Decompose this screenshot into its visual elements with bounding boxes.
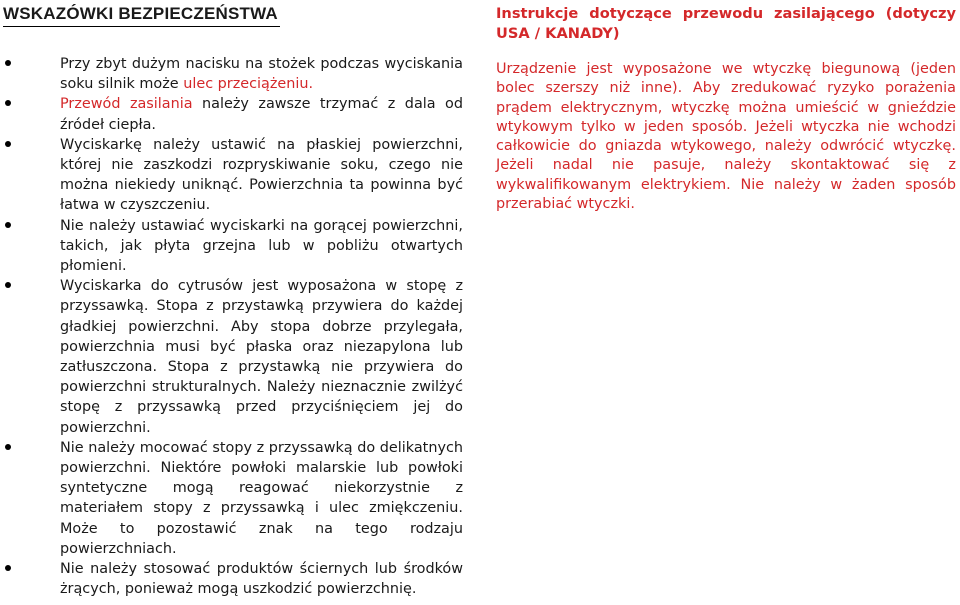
bullet-item — [3, 135, 463, 216]
item-text: Wyciskarkę należy ustawić na płaskiej powierzchni, której nie zaszkodzi rozpryskiwanie soku, czego nie można niekiedy uniknąć. Powierzchnia ta powinna być łatwa w czyszczeniu. — [60, 136, 463, 214]
safety-bullet-list — [3, 54, 463, 599]
bullet-item — [3, 94, 463, 134]
power-cord-heading: Instrukcje dotyczące przewodu zasilającego (dotyczy USA / KANADY) — [496, 5, 956, 42]
item-text: Nie należy ustawiać wyciskarki na gorącej powierzchni, takich, jak płyta grzejna lub w pobliżu otwartych płomieni. — [60, 217, 463, 275]
bullet-icon — [5, 222, 11, 228]
bullet-icon — [5, 141, 11, 147]
highlighted-text: ulec przeciążeniu. — [183, 76, 314, 93]
bullet-item — [3, 559, 463, 599]
bullet-icon — [5, 60, 11, 66]
item-text: Wyciskarka do cytrusów jest wyposażona w stopę z przyssawką. Stopa z przystawką przywiera do każdej gładkiej powierzchni. Aby stopa dobrze przylegała, powierzchnia musi być płaska oraz niezapylona lub zatłuszczona. Stopa z przystawką nie przywiera do powierzchni strukturalnych. Należy nieznacznie zwilżyć stopę z przyssawką przed przyciśnięciem jej do powierzchni. — [60, 278, 463, 436]
bullet-icon — [5, 282, 11, 288]
bullet-item — [3, 216, 463, 277]
bullet-item — [3, 54, 463, 94]
safety-heading: WSKAZÓWKI BEZPIECZEŃSTWA — [3, 4, 280, 27]
item-text: Przy zbyt dużym nacisku na stożek podczas wyciskania soku silnik może — [60, 56, 463, 93]
power-cord-section — [496, 4, 956, 214]
bullet-icon — [5, 100, 11, 106]
safety-section — [3, 4, 463, 599]
bullet-item — [3, 276, 463, 438]
power-cord-text: Urządzenie jest wyposażone we wtyczkę biegunową (jeden bolec szerszy niż inne). Aby zredukować ryzyko porażenia prądem elektrycznym, wtyczkę można umieścić w gnieździe wtykowym tylko w jeden sposób. Jeżeli wtyczka nie wchodzi całkowicie do gniazda wtykowego, należy odwrócić wtyczkę. Jeżeli nadal nie pasuje, należy skontaktować się z wykwalifikowanym elektrykiem. Nie należy w żaden sposób przerabiać wtyczki. — [496, 61, 956, 213]
highlighted-text: Przewód zasilania — [60, 96, 193, 113]
item-text: należy zawsze trzymać z dala od źródeł ciepła. — [60, 96, 463, 133]
bullet-icon — [5, 444, 11, 450]
bullet-item — [3, 438, 463, 559]
item-text: Nie należy stosować produktów ściernych lub środków żrących, ponieważ mogą uszkodzić powierzchnię. — [60, 561, 463, 598]
bullet-icon — [5, 565, 11, 571]
item-text: Nie należy mocować stopy z przyssawką do delikatnych powierzchni. Niektóre powłoki malarskie lub powłoki syntetyczne mogą reagować niekorzystnie z materiałem stopy z przyssawką i ulec zmiękczeniu. Może to pozostawić znak na tego rodzaju powierzchniach. — [60, 439, 463, 557]
